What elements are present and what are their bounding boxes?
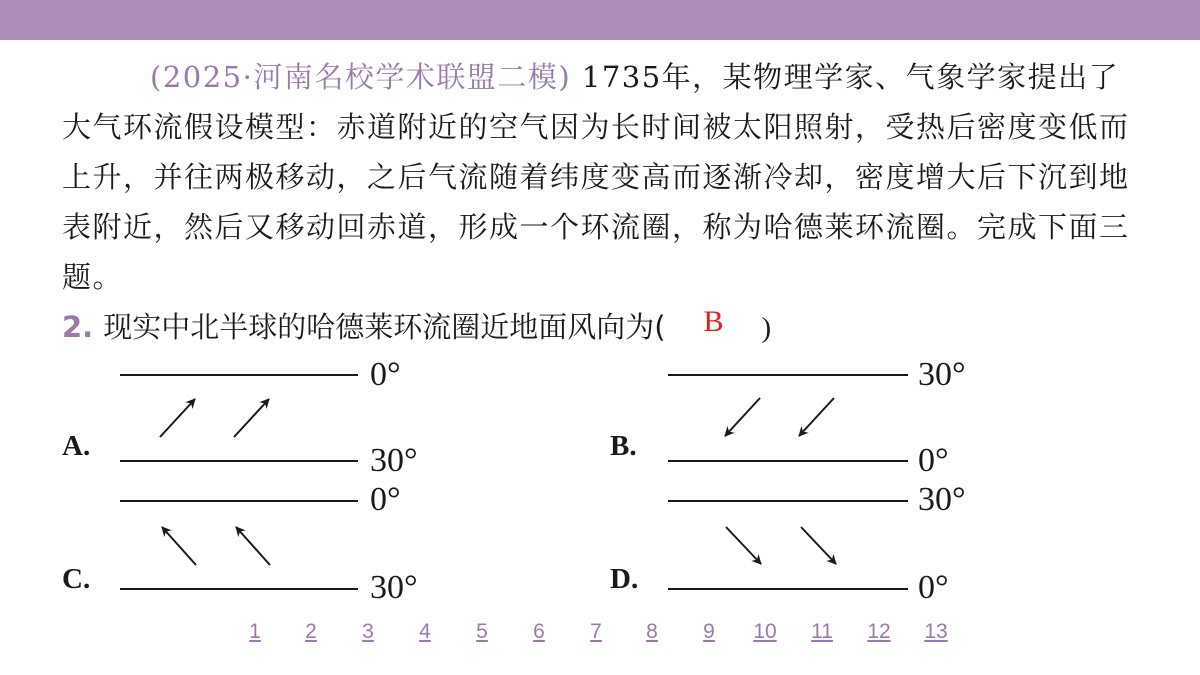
option-d-top-latitude: 30° (918, 481, 966, 518)
page-link-2[interactable]: 2 (305, 620, 317, 643)
option-a-arrow-1 (160, 399, 195, 437)
page-link-6[interactable]: 6 (533, 620, 545, 643)
pagination (0, 620, 1200, 654)
page-link-8[interactable]: 8 (646, 620, 658, 643)
option-c-arrow-1 (162, 527, 196, 565)
page-link-7[interactable]: 7 (590, 620, 602, 643)
option-b-bottom-latitude: 0° (918, 442, 949, 479)
page-link-11[interactable]: 11 (811, 620, 833, 643)
page-link-13[interactable]: 13 (924, 620, 948, 643)
page-link-12[interactable]: 12 (867, 620, 891, 643)
option-d-arrow-2 (801, 527, 836, 564)
page-link-4[interactable]: 4 (419, 620, 431, 643)
question-source: (2025·河南名校学术联盟二模) (150, 60, 572, 94)
question-number: 2. (62, 310, 94, 344)
option-c-label[interactable]: C. (62, 563, 91, 595)
answer-value: B (703, 305, 724, 338)
page-link-9[interactable]: 9 (703, 620, 715, 643)
option-a-top-latitude: 0° (370, 356, 401, 393)
passage-text: 1735年，某物理学家、气象学家提出了大气环流假设模型：赤道附近的空气因为长时间被太阳照射，受热后密度变低而上升，并往两极移动，之后气流随着纬度变高而逐渐冷却，密度增大后下沉到地表附近，然后又移动回赤道，形成一个环流圈，称为哈德莱环流圈。完成下面三题。 (62, 60, 1130, 294)
close-paren: ) (761, 312, 772, 344)
question-stem: 现实中北半球的哈德莱环流圈近地面风向为( (103, 310, 666, 344)
option-b-label[interactable]: B. (610, 430, 637, 462)
option-b-arrow-1 (725, 398, 760, 436)
option-a-label[interactable]: A. (62, 430, 91, 462)
option-a-bottom-latitude: 30° (370, 442, 418, 479)
option-c-arrow-2 (236, 527, 270, 565)
option-d-label[interactable]: D. (610, 563, 639, 595)
option-c-bottom-latitude: 30° (370, 569, 418, 606)
page-link-3[interactable]: 3 (362, 620, 374, 643)
page-link-10[interactable]: 10 (753, 620, 777, 643)
page-link-1[interactable]: 1 (249, 620, 261, 643)
option-a-arrow-2 (234, 399, 269, 437)
option-b-top-latitude: 30° (918, 356, 966, 393)
option-b-arrow-2 (799, 398, 834, 436)
option-c-top-latitude: 0° (370, 481, 401, 518)
option-d-arrow-1 (726, 527, 761, 564)
option-d-bottom-latitude: 0° (918, 569, 949, 606)
page-link-5[interactable]: 5 (476, 620, 488, 643)
